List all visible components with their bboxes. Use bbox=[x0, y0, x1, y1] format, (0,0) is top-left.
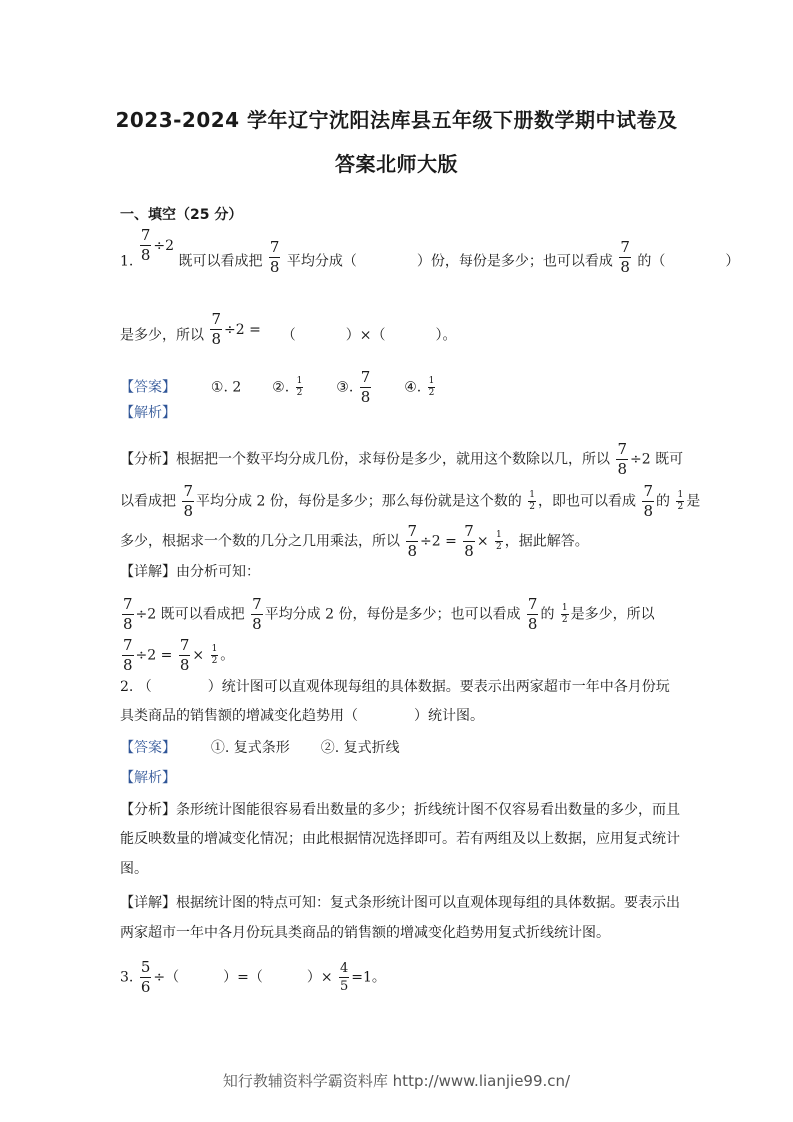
fraction: $\frac{1}{2}$ bbox=[677, 490, 684, 512]
q1-detail-line1 bbox=[120, 562, 260, 582]
q2-fenxi-line3: 图。 bbox=[120, 861, 148, 877]
q1-answer-line bbox=[120, 370, 437, 405]
fraction: $\frac{7}{8}$ bbox=[617, 440, 627, 478]
q1-fenxi-line2 bbox=[120, 484, 700, 519]
q1-fenxi-text-g: 是 bbox=[686, 493, 701, 510]
q1-fenxi-text-k: ，据此解答。 bbox=[504, 533, 589, 550]
fraction: $\frac{7}{8}$ bbox=[360, 368, 371, 406]
fraction: $\frac{7}{8}$ bbox=[179, 636, 190, 674]
answer-label: 【答案】 bbox=[120, 379, 176, 396]
q1-fenxi-line3 bbox=[120, 524, 589, 559]
detail-label: 【详解】 bbox=[120, 895, 176, 911]
q3-line1 bbox=[120, 960, 386, 995]
q1-text-g: （ bbox=[281, 327, 296, 344]
q1-detail-text-c: 平均分成 2 份，每份是多少；也可以看成 bbox=[264, 606, 521, 623]
q2-line2: 具类商品的销售额的增减变化趋势用（ ）统计图。 bbox=[120, 708, 484, 724]
q1-fenxi-line1 bbox=[120, 442, 683, 477]
detail-label: 【详解】 bbox=[120, 564, 176, 580]
q3-number: 3. bbox=[120, 969, 134, 986]
q1-fenxi-text-d: 平均分成 2 份，每份是多少；那么每份就是这个数的 bbox=[196, 493, 522, 510]
fraction: $\frac{1}{2}$ bbox=[529, 490, 535, 512]
document-title-line2: 答案北师大版 bbox=[335, 152, 458, 176]
fraction: $\frac{7}{8}$ bbox=[140, 226, 151, 264]
q1-text-e: ） bbox=[725, 253, 740, 270]
q1-text-b: 平均分成（ bbox=[286, 253, 357, 270]
q2-fenxi-text-1: 条形统计图能很容易看出数量的多少；折线统计图不仅容易看出数量的多少，而且 bbox=[176, 802, 680, 818]
q1-text-d: 的（ bbox=[637, 253, 666, 270]
q2-analysis-label: 【解析】 bbox=[120, 770, 176, 786]
q2-fenxi-line2: 能反映数量的增减变化情况；由此根据情况选择即可。若有两组及以上数据，应用复式统计 bbox=[120, 831, 680, 847]
q1-text-f: 是多少，所以 bbox=[120, 327, 204, 344]
q1-eq-text: ÷2 = bbox=[224, 321, 261, 338]
answer-label: 【答案】 bbox=[120, 740, 176, 756]
q2-line1: 2. （ ）统计图可以直观体现每组的具体数据。要表示出两家超市一年中各月份玩 bbox=[120, 679, 670, 695]
section-heading-fill-in: 一、填空（25 分） bbox=[120, 207, 243, 223]
q2-detail-line2: 两家超市一年中各月份玩具类商品的销售额的增减变化趋势用复式折线统计图。 bbox=[120, 925, 610, 941]
document-title-line1: 2023-2024 学年辽宁沈阳法库县五年级下册数学期中试卷及 bbox=[115, 108, 678, 132]
q1-answer-2: ②. bbox=[272, 379, 290, 396]
q1-detail-text-h: 。 bbox=[220, 647, 235, 664]
fraction: $\frac{7}{8}$ bbox=[407, 522, 417, 560]
fraction: $\frac{7}{8}$ bbox=[123, 595, 133, 633]
fraction: $\frac{7}{8}$ bbox=[269, 238, 280, 276]
footer-watermark: 知行教辅资料学霸资料库 http://www.lianjie99.cn/ bbox=[222, 1072, 571, 1090]
q1-line2 bbox=[120, 310, 457, 353]
q1-answer-1: ①. 2 bbox=[210, 379, 242, 396]
q1-answer-4: ④. bbox=[404, 379, 422, 396]
fraction: $\frac{7}{8}$ bbox=[211, 310, 221, 348]
q1-detail-text-g: × bbox=[192, 647, 205, 664]
q1-fenxi-text-e: ，即也可以看成 bbox=[538, 493, 636, 510]
q2-answer-2: ②. 复式折线 bbox=[320, 740, 400, 756]
q1-fenxi-text-b: ÷2 既可 bbox=[630, 451, 684, 468]
q1-detail-text-b: ÷2 既可以看成把 bbox=[135, 606, 245, 623]
q1-fenxi-text-i: ÷2 = bbox=[420, 533, 457, 550]
q1-text-c: ）份，每份是多少；也可以看成 bbox=[416, 253, 613, 270]
q2-answer-line bbox=[120, 738, 400, 758]
q1-line1 bbox=[120, 226, 740, 279]
q1-analysis-label: 【解析】 bbox=[120, 405, 176, 421]
fraction: $\frac{1}{2}$ bbox=[428, 376, 435, 398]
q2-detail-line1 bbox=[120, 893, 680, 913]
q3-text-a: ÷（ bbox=[153, 969, 180, 986]
q1-fenxi-text-c: 以看成把 bbox=[120, 493, 176, 510]
q1-fenxi-text-a: 根据把一个数平均分成几份，求每份是多少，就用这个数除以几，所以 bbox=[176, 451, 610, 468]
q1-divide-text: ÷2 bbox=[153, 237, 174, 254]
fraction: $\frac{7}{8}$ bbox=[527, 595, 538, 633]
q1-text-a: 既可以看成把 bbox=[178, 253, 263, 270]
q2-fenxi-line1 bbox=[120, 800, 680, 820]
q1-detail-line3 bbox=[120, 638, 234, 673]
q1-fenxi-text-f: 的 bbox=[656, 493, 670, 510]
fraction: $\frac{7}{8}$ bbox=[620, 238, 630, 276]
q1-text-h: ）×（ bbox=[345, 327, 386, 344]
fenxi-label: 【分析】 bbox=[120, 451, 176, 468]
q3-text-c: ）× bbox=[306, 969, 333, 986]
fraction: $\frac{1}{2}$ bbox=[296, 376, 303, 398]
fraction: $\frac{1}{2}$ bbox=[561, 603, 568, 625]
q1-detail-text-e: 是多少，所以 bbox=[570, 606, 655, 623]
q1-fenxi-text-h: 多少，根据求一个数的几分之几用乘法，所以 bbox=[120, 533, 400, 550]
q1-detail-text-f: ÷2 = bbox=[135, 647, 173, 664]
fraction: $\frac{1}{2}$ bbox=[211, 644, 218, 666]
q1-answer-3: ③. bbox=[336, 379, 354, 396]
fraction: $\frac{7}{8}$ bbox=[183, 482, 193, 520]
q1-detail-line2 bbox=[120, 597, 655, 632]
q1-text-i: ）。 bbox=[435, 327, 457, 344]
fenxi-label: 【分析】 bbox=[120, 802, 176, 818]
fraction: $\frac{7}{8}$ bbox=[643, 482, 653, 520]
fraction: $\frac{5}{6}$ bbox=[140, 958, 151, 996]
fraction: $\frac{7}{8}$ bbox=[464, 522, 474, 560]
q3-text-d: =1。 bbox=[351, 969, 386, 986]
q1-fenxi-text-j: × bbox=[476, 533, 489, 550]
fraction: $\frac{7}{8}$ bbox=[252, 595, 262, 633]
fraction: $\frac{4}{5}$ bbox=[340, 961, 349, 994]
fraction: $\frac{1}{2}$ bbox=[496, 530, 502, 552]
q2-detail-text-1: 根据统计图的特点可知：复式条形统计图可以直观体现每组的具体数据。要表示出 bbox=[176, 895, 680, 911]
q1-detail-text-a: 由分析可知： bbox=[176, 564, 260, 580]
q1-number: 1. bbox=[120, 253, 134, 270]
fraction: $\frac{7}{8}$ bbox=[123, 636, 133, 674]
q2-answer-1: ①. 复式条形 bbox=[210, 740, 290, 756]
q1-detail-text-d: 的 bbox=[540, 606, 555, 623]
q3-text-b: ）=（ bbox=[223, 969, 263, 986]
